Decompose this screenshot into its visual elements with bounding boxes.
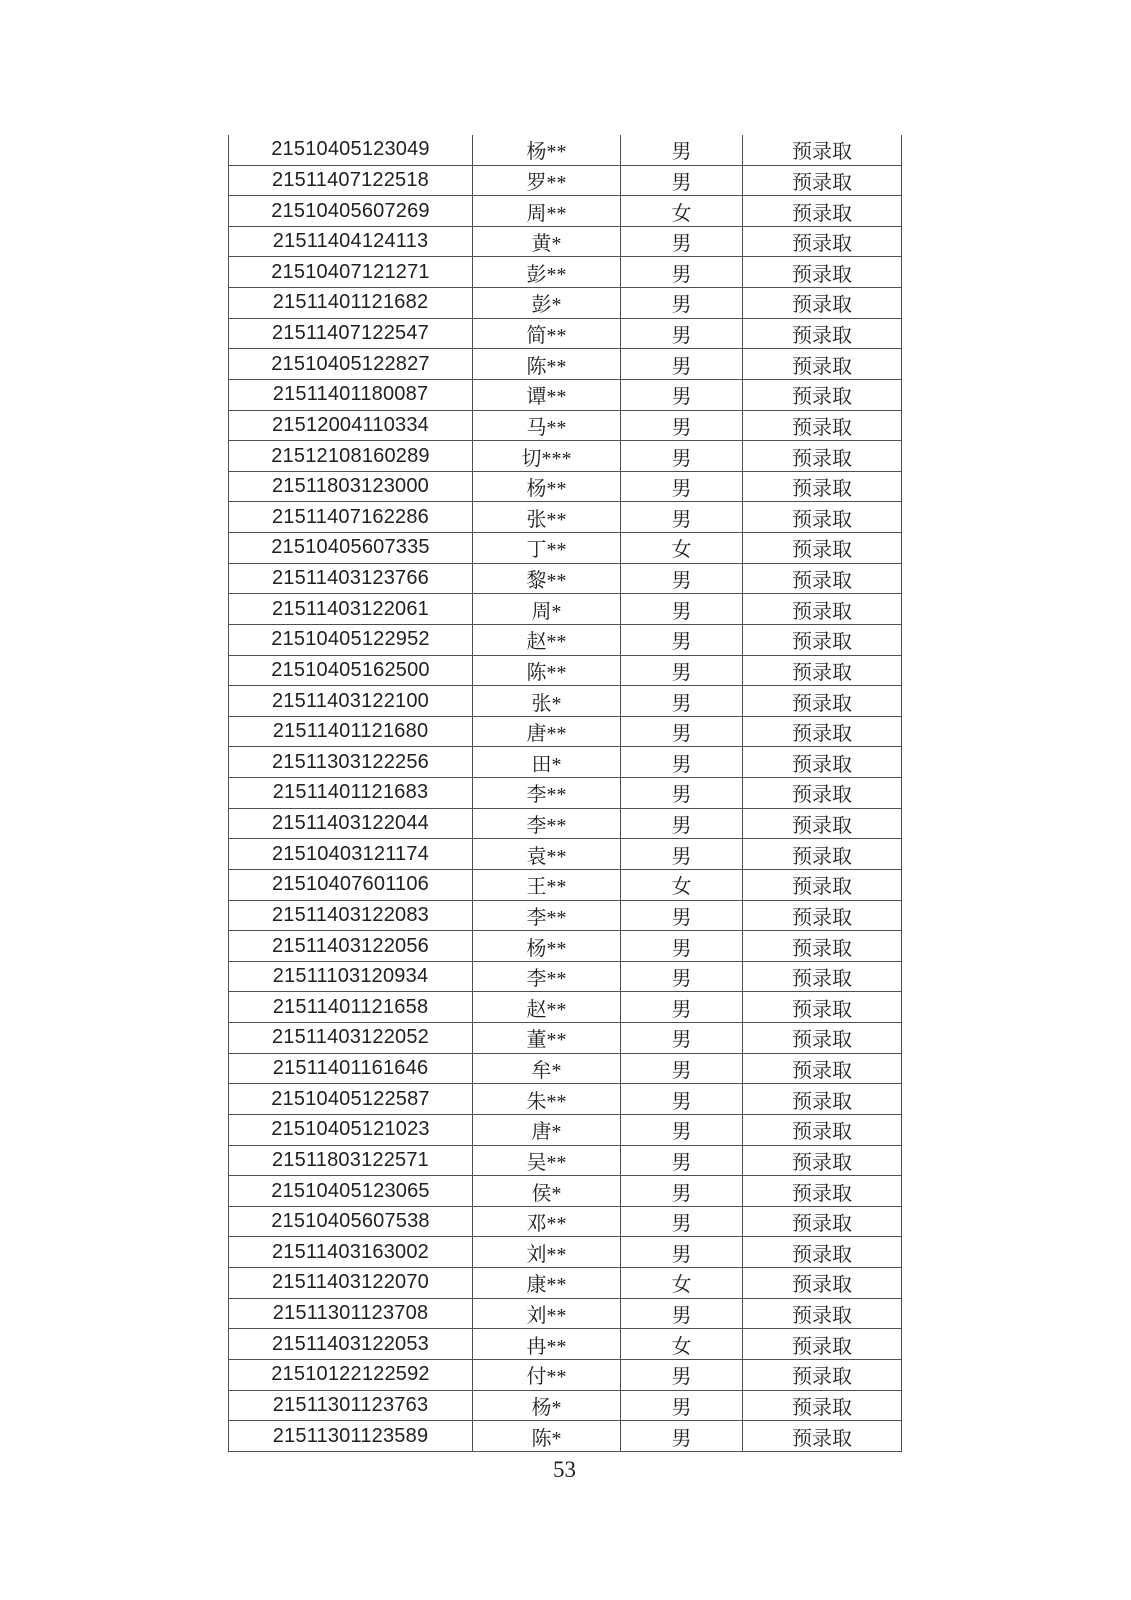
candidate-id-cell: 21510405607335 xyxy=(229,533,473,564)
gender-cell: 男 xyxy=(621,471,743,502)
status-cell: 预录取 xyxy=(743,1390,902,1421)
status-cell: 预录取 xyxy=(743,502,902,533)
gender-cell: 男 xyxy=(621,1359,743,1390)
status-cell: 预录取 xyxy=(743,778,902,809)
candidate-id-cell: 21511301123763 xyxy=(229,1390,473,1421)
status-cell: 预录取 xyxy=(743,288,902,319)
table-row xyxy=(229,594,902,625)
table-row xyxy=(229,1145,902,1176)
status-cell: 预录取 xyxy=(743,1421,902,1452)
table-row xyxy=(229,441,902,472)
gender-cell: 男 xyxy=(621,1298,743,1329)
candidate-id-cell: 21511403122061 xyxy=(229,594,473,625)
candidate-name-cell: 唐* xyxy=(473,1114,621,1145)
table-row xyxy=(229,686,902,717)
status-cell: 预录取 xyxy=(743,318,902,349)
candidate-name-cell: 黎** xyxy=(473,563,621,594)
candidate-id-cell: 21511403122053 xyxy=(229,1329,473,1360)
candidate-name-cell: 田* xyxy=(473,747,621,778)
candidate-name-cell: 陈** xyxy=(473,655,621,686)
candidate-name-cell: 杨** xyxy=(473,471,621,502)
status-cell: 预录取 xyxy=(743,410,902,441)
gender-cell: 男 xyxy=(621,410,743,441)
gender-cell: 男 xyxy=(621,1206,743,1237)
candidate-id-cell: 21511403122056 xyxy=(229,931,473,962)
status-cell: 预录取 xyxy=(743,992,902,1023)
gender-cell: 男 xyxy=(621,288,743,319)
candidate-name-cell: 切*** xyxy=(473,441,621,472)
status-cell: 预录取 xyxy=(743,1145,902,1176)
candidate-id-cell: 21511401180087 xyxy=(229,379,473,410)
candidate-name-cell: 吴** xyxy=(473,1145,621,1176)
table-row xyxy=(229,502,902,533)
table-row xyxy=(229,379,902,410)
table-row xyxy=(229,288,902,319)
table-row xyxy=(229,257,902,288)
status-cell: 预录取 xyxy=(743,686,902,717)
gender-cell: 男 xyxy=(621,624,743,655)
status-cell: 预录取 xyxy=(743,1359,902,1390)
status-cell: 预录取 xyxy=(743,1084,902,1115)
candidate-id-cell: 21510122122592 xyxy=(229,1359,473,1390)
table-row xyxy=(229,747,902,778)
candidate-name-cell: 周* xyxy=(473,594,621,625)
candidate-id-cell: 21510407121271 xyxy=(229,257,473,288)
candidate-id-cell: 21510405607538 xyxy=(229,1206,473,1237)
table-row xyxy=(229,624,902,655)
gender-cell: 男 xyxy=(621,961,743,992)
gender-cell: 男 xyxy=(621,808,743,839)
candidate-name-cell: 刘** xyxy=(473,1298,621,1329)
gender-cell: 男 xyxy=(621,1084,743,1115)
candidate-id-cell: 21510405123065 xyxy=(229,1176,473,1207)
status-cell: 预录取 xyxy=(743,441,902,472)
gender-cell: 男 xyxy=(621,1023,743,1054)
table-row xyxy=(229,318,902,349)
gender-cell: 男 xyxy=(621,747,743,778)
table-row xyxy=(229,869,902,900)
status-cell: 预录取 xyxy=(743,624,902,655)
gender-cell: 男 xyxy=(621,1176,743,1207)
candidate-name-cell: 张** xyxy=(473,502,621,533)
candidate-name-cell: 冉** xyxy=(473,1329,621,1360)
candidate-name-cell: 李** xyxy=(473,900,621,931)
candidate-name-cell: 康** xyxy=(473,1268,621,1299)
table-row xyxy=(229,1237,902,1268)
status-cell: 预录取 xyxy=(743,1206,902,1237)
table-row xyxy=(229,1329,902,1360)
table-row xyxy=(229,1268,902,1299)
gender-cell: 男 xyxy=(621,1390,743,1421)
candidate-id-cell: 21510407601106 xyxy=(229,869,473,900)
table-row xyxy=(229,135,902,165)
table-row xyxy=(229,563,902,594)
gender-cell: 男 xyxy=(621,594,743,625)
candidate-id-cell: 21510405123049 xyxy=(229,135,473,165)
status-cell: 预录取 xyxy=(743,869,902,900)
table-row xyxy=(229,716,902,747)
candidate-name-cell: 李** xyxy=(473,961,621,992)
status-cell: 预录取 xyxy=(743,196,902,227)
gender-cell: 男 xyxy=(621,318,743,349)
candidate-name-cell: 马** xyxy=(473,410,621,441)
status-cell: 预录取 xyxy=(743,1298,902,1329)
table-row xyxy=(229,931,902,962)
status-cell: 预录取 xyxy=(743,961,902,992)
candidate-id-cell: 21511407122518 xyxy=(229,165,473,196)
candidate-id-cell: 21512004110334 xyxy=(229,410,473,441)
candidate-name-cell: 朱** xyxy=(473,1084,621,1115)
candidate-name-cell: 牟* xyxy=(473,1053,621,1084)
candidate-name-cell: 王** xyxy=(473,869,621,900)
status-cell: 预录取 xyxy=(743,716,902,747)
candidate-id-cell: 21511401121682 xyxy=(229,288,473,319)
candidate-name-cell: 李** xyxy=(473,808,621,839)
gender-cell: 男 xyxy=(621,716,743,747)
status-cell: 预录取 xyxy=(743,1176,902,1207)
candidate-name-cell: 杨* xyxy=(473,1390,621,1421)
status-cell: 预录取 xyxy=(743,1237,902,1268)
gender-cell: 男 xyxy=(621,257,743,288)
candidate-id-cell: 21511403122052 xyxy=(229,1023,473,1054)
candidate-name-cell: 刘** xyxy=(473,1237,621,1268)
table-row xyxy=(229,655,902,686)
gender-cell: 男 xyxy=(621,778,743,809)
candidate-id-cell: 21510405162500 xyxy=(229,655,473,686)
candidate-id-cell: 21511403122083 xyxy=(229,900,473,931)
status-cell: 预录取 xyxy=(743,655,902,686)
status-cell: 预录取 xyxy=(743,747,902,778)
table-row xyxy=(229,349,902,380)
candidate-name-cell: 罗** xyxy=(473,165,621,196)
table-row xyxy=(229,992,902,1023)
table-row xyxy=(229,1114,902,1145)
candidate-id-cell: 21510405122827 xyxy=(229,349,473,380)
candidate-name-cell: 袁** xyxy=(473,839,621,870)
table-row xyxy=(229,533,902,564)
candidate-id-cell: 21511403122044 xyxy=(229,808,473,839)
gender-cell: 男 xyxy=(621,1237,743,1268)
candidate-name-cell: 陈* xyxy=(473,1421,621,1452)
candidate-id-cell: 21511401121680 xyxy=(229,716,473,747)
candidate-id-cell: 21511301123708 xyxy=(229,1298,473,1329)
table-row xyxy=(229,165,902,196)
candidate-id-cell: 21510405607269 xyxy=(229,196,473,227)
gender-cell: 男 xyxy=(621,839,743,870)
status-cell: 预录取 xyxy=(743,1114,902,1145)
table-row xyxy=(229,471,902,502)
gender-cell: 男 xyxy=(621,135,743,165)
candidate-id-cell: 21511407162286 xyxy=(229,502,473,533)
table-row xyxy=(229,961,902,992)
status-cell: 预录取 xyxy=(743,165,902,196)
candidate-name-cell: 杨** xyxy=(473,931,621,962)
candidate-id-cell: 21511404124113 xyxy=(229,226,473,257)
candidate-name-cell: 黄* xyxy=(473,226,621,257)
candidate-id-cell: 21510403121174 xyxy=(229,839,473,870)
status-cell: 预录取 xyxy=(743,257,902,288)
candidate-name-cell: 李** xyxy=(473,778,621,809)
gender-cell: 男 xyxy=(621,349,743,380)
status-cell: 预录取 xyxy=(743,349,902,380)
status-cell: 预录取 xyxy=(743,900,902,931)
candidate-id-cell: 21511403123766 xyxy=(229,563,473,594)
table-row xyxy=(229,196,902,227)
candidate-id-cell: 21511103120934 xyxy=(229,961,473,992)
candidate-id-cell: 21511301123589 xyxy=(229,1421,473,1452)
table-row xyxy=(229,808,902,839)
status-cell: 预录取 xyxy=(743,1023,902,1054)
gender-cell: 女 xyxy=(621,196,743,227)
candidate-id-cell: 21511401121683 xyxy=(229,778,473,809)
gender-cell: 男 xyxy=(621,441,743,472)
candidate-id-cell: 21512108160289 xyxy=(229,441,473,472)
candidate-name-cell: 彭** xyxy=(473,257,621,288)
table-row xyxy=(229,1390,902,1421)
status-cell: 预录取 xyxy=(743,931,902,962)
table-row xyxy=(229,1023,902,1054)
gender-cell: 男 xyxy=(621,563,743,594)
candidate-name-cell: 周** xyxy=(473,196,621,227)
gender-cell: 男 xyxy=(621,502,743,533)
gender-cell: 女 xyxy=(621,533,743,564)
table-row xyxy=(229,1084,902,1115)
table-row xyxy=(229,1206,902,1237)
gender-cell: 男 xyxy=(621,900,743,931)
candidate-name-cell: 唐** xyxy=(473,716,621,747)
status-cell: 预录取 xyxy=(743,533,902,564)
gender-cell: 女 xyxy=(621,1268,743,1299)
table-row xyxy=(229,1053,902,1084)
status-cell: 预录取 xyxy=(743,226,902,257)
gender-cell: 男 xyxy=(621,931,743,962)
status-cell: 预录取 xyxy=(743,1053,902,1084)
admission-table-body xyxy=(229,135,902,1452)
candidate-name-cell: 董** xyxy=(473,1023,621,1054)
candidate-name-cell: 彭* xyxy=(473,288,621,319)
table-row xyxy=(229,226,902,257)
status-cell: 预录取 xyxy=(743,594,902,625)
candidate-id-cell: 21511401161646 xyxy=(229,1053,473,1084)
candidate-id-cell: 21511403122070 xyxy=(229,1268,473,1299)
table-row xyxy=(229,1298,902,1329)
table-row xyxy=(229,1176,902,1207)
table-row xyxy=(229,900,902,931)
gender-cell: 男 xyxy=(621,1114,743,1145)
gender-cell: 男 xyxy=(621,226,743,257)
status-cell: 预录取 xyxy=(743,471,902,502)
candidate-id-cell: 21511407122547 xyxy=(229,318,473,349)
gender-cell: 男 xyxy=(621,1421,743,1452)
gender-cell: 女 xyxy=(621,1329,743,1360)
candidate-id-cell: 21511303122256 xyxy=(229,747,473,778)
status-cell: 预录取 xyxy=(743,1329,902,1360)
status-cell: 预录取 xyxy=(743,379,902,410)
candidate-name-cell: 杨** xyxy=(473,135,621,165)
candidate-id-cell: 21511403163002 xyxy=(229,1237,473,1268)
candidate-id-cell: 21511403122100 xyxy=(229,686,473,717)
candidate-name-cell: 谭** xyxy=(473,379,621,410)
status-cell: 预录取 xyxy=(743,1268,902,1299)
status-cell: 预录取 xyxy=(743,563,902,594)
admission-table xyxy=(228,135,902,1452)
gender-cell: 男 xyxy=(621,655,743,686)
table-row xyxy=(229,1421,902,1452)
page-number: 53 xyxy=(553,1457,576,1482)
table-row xyxy=(229,839,902,870)
candidate-name-cell: 邓** xyxy=(473,1206,621,1237)
gender-cell: 女 xyxy=(621,869,743,900)
gender-cell: 男 xyxy=(621,686,743,717)
candidate-name-cell: 简** xyxy=(473,318,621,349)
table-row xyxy=(229,410,902,441)
candidate-id-cell: 21510405122952 xyxy=(229,624,473,655)
gender-cell: 男 xyxy=(621,165,743,196)
candidate-name-cell: 丁** xyxy=(473,533,621,564)
status-cell: 预录取 xyxy=(743,839,902,870)
status-cell: 预录取 xyxy=(743,808,902,839)
table-row xyxy=(229,778,902,809)
candidate-name-cell: 赵** xyxy=(473,992,621,1023)
gender-cell: 男 xyxy=(621,379,743,410)
candidate-id-cell: 21511401121658 xyxy=(229,992,473,1023)
candidate-name-cell: 赵** xyxy=(473,624,621,655)
candidate-id-cell: 21510405121023 xyxy=(229,1114,473,1145)
candidate-id-cell: 21511803123000 xyxy=(229,471,473,502)
candidate-name-cell: 侯* xyxy=(473,1176,621,1207)
candidate-id-cell: 21510405122587 xyxy=(229,1084,473,1115)
gender-cell: 男 xyxy=(621,1145,743,1176)
table-row xyxy=(229,1359,902,1390)
candidate-id-cell: 21511803122571 xyxy=(229,1145,473,1176)
candidate-name-cell: 付** xyxy=(473,1359,621,1390)
gender-cell: 男 xyxy=(621,992,743,1023)
candidate-name-cell: 陈** xyxy=(473,349,621,380)
gender-cell: 男 xyxy=(621,1053,743,1084)
status-cell: 预录取 xyxy=(743,135,902,165)
candidate-name-cell: 张* xyxy=(473,686,621,717)
